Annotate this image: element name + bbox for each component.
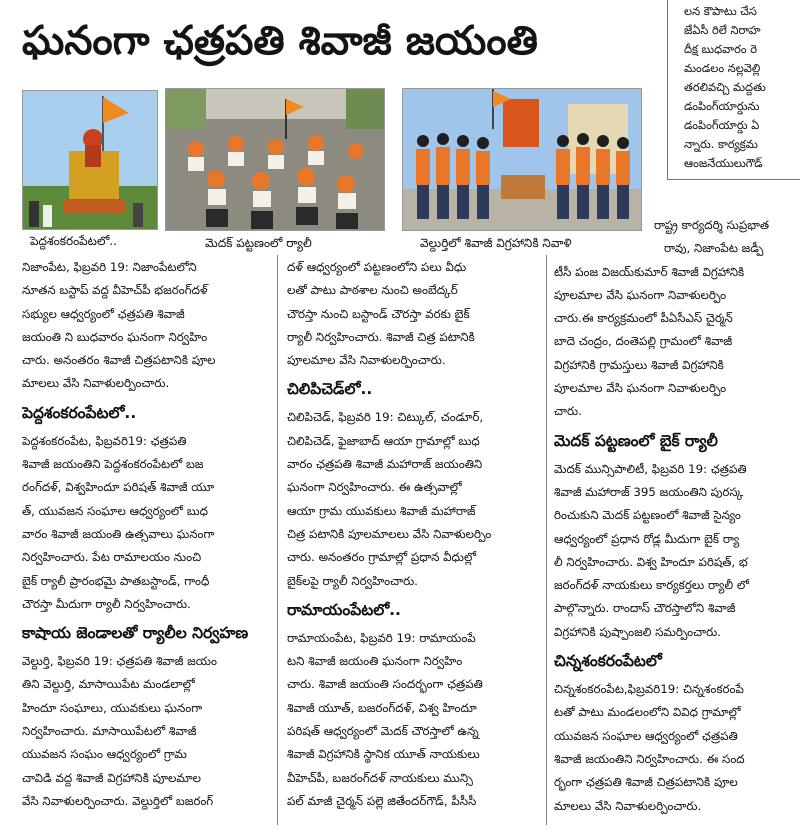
sidebar-line: డంపింగ్‌యార్డు ఏ: [684, 118, 760, 132]
paragraph-medak-continued: [287, 256, 539, 372]
text-line: రంగ్‌దళ్, విశ్వహిందూ పరిషత్ శివాజీ యూ: [22, 480, 215, 495]
text-line: చారు.: [554, 404, 582, 419]
paragraph-chinnashankarampet: [554, 678, 796, 818]
sidebar-article: [667, 0, 800, 180]
sidebar-line: తరలివచ్చి మద్దతు: [684, 80, 766, 94]
text-line: చారు. అనంతరం గ్రామాల్లో ప్రధాన వీధుల్లో: [287, 550, 477, 565]
text-line: పూలమాల వేసి ఘనంగా నివాళులర్పిం: [554, 287, 727, 302]
text-line: జయంతి ని బుధవారం ఘనంగా నిర్వహిం: [22, 329, 208, 344]
text-line: టీసీ పంజ విజయ్‌కుమార్ శివాజీ విగ్రహానికి: [554, 264, 745, 279]
paragraph-ramayampet: [287, 627, 539, 813]
column-1: [22, 256, 272, 835]
text-line: చిలిపిచెడ్, ఫైజాబాద్ ఆయా గ్రామాల్లో బుధ: [287, 433, 480, 448]
text-line: వెల్దుర్తి, ఫిబ్రవరి 19: ఛత్రపతి శివాజీ జయం: [22, 654, 217, 669]
paragraph-nizampet-continued: [554, 214, 796, 424]
text-line: శివాజీ యూత్, బజరంగ్‌దళ్, విశ్వ హిందూ: [287, 700, 477, 715]
text-line: రామాయంపేట, ఫిబ్రవరి 19: రామాయంపే: [287, 630, 476, 645]
text-line: యువజన సంఘం ఆధ్వర్యంలో గ్రామ: [22, 747, 187, 762]
text-line: పాల్గొన్నారు. రాందాస్ చౌరస్తాలోని శివాజీ: [554, 601, 736, 616]
text-line: పెద్దశంకరంపేట, ఫిబ్రవరి19: ఛత్రపతి: [22, 433, 187, 448]
text-line: రావు, నిజాంపేట జడ్పీ: [664, 241, 764, 256]
paragraph-veldurthi: [22, 650, 272, 813]
sidebar-line: జేఏసీ రిలే నిరాహ: [684, 23, 761, 37]
text-line: చావిడి వద్ద శివాజీ విగ్రహానికి పూలమాల: [22, 770, 202, 785]
text-line: వారం శివాజీ జయంతి ఉత్సవాలు ఘనంగా: [22, 526, 215, 541]
sidebar-line: దీక్ష బుధవారం రె: [684, 42, 757, 56]
text-line: శివాజీ జయంతిని నిర్వహించారు. ఈ సంద: [554, 751, 745, 766]
text-line: శివాజీ మహారాజ్ 395 జయంతిని పురస్క: [554, 484, 744, 499]
column-2: [287, 256, 539, 835]
text-line: తిని వెల్దుర్తి, మాసాయిపేట మండలాల్లో: [22, 677, 195, 692]
sidebar-line: డంపింగ్‌యార్డును: [684, 99, 760, 113]
text-line: విగ్రహానికి పుష్పాంజలి సమర్పించారు.: [554, 624, 721, 639]
paragraph-chilipiched: [287, 406, 539, 592]
text-line: నిర్వహించారు. పేట రామాలయం నుంచి: [22, 550, 202, 565]
subheading: మెదక్ పట్టణంలో బైక్ ర్యాలీ: [554, 431, 718, 450]
text-line: పరిషత్ ఆధ్వర్యంలో మెదక్ చౌరస్తాలో ఉన్న: [287, 724, 479, 739]
photo-tribute-statue: [402, 88, 642, 231]
text-line: మాలలు వేసి నివాళులర్పించారు.: [554, 798, 702, 813]
text-line: వారం ఛత్రపతి శివాజీ మహారాజ్ జయంతిని: [287, 457, 483, 472]
text-line: నూతన బస్టాప్ వద్ద వీహెచ్‌పీ భజరంగ్‌దళ్: [22, 283, 208, 298]
text-line: ఆధ్వర్యంలో ప్రధాన రోడ్ల మీదుగా బైక్ ర్యా: [554, 531, 740, 546]
headline: ఘనంగా ఛత్రపతి శివాజీ జయంతి: [22, 17, 538, 64]
paragraph-medak-bike-rally: [554, 458, 796, 644]
photo-bike-rally: [165, 88, 385, 231]
text-line: త్, యువజన సంఘాల ఆధ్వర్యంలో బుధ: [22, 503, 208, 518]
text-line: యువజన సంఘాల ఆధ్వర్యంలో ఛత్రపతి: [554, 728, 738, 743]
text-line: వీహెచ్‌పీ, బజరంగ్‌దళ్ నాయకులు మున్సి: [287, 770, 473, 785]
text-line: బాదె చంద్రం, దంతెపల్లి గ్రామంలో శివాజీ: [554, 334, 733, 349]
text-line: పల్ మాజీ చైర్మన్ పల్లె జితేందర్‌గౌడ్, పీసీసీ: [287, 793, 477, 808]
photo-caption: మెదక్ పట్టణంలో ర్యాలీ: [205, 236, 312, 250]
text-line: సభ్యుల ఆధ్వర్యంలో ఛత్రపతి శివాజీ: [22, 306, 185, 321]
text-line: పూలమాల వేసి నివాళులర్పించారు.: [287, 353, 446, 368]
text-line: చౌరస్తా మీదుగా ర్యాలీ నిర్వహించారు.: [22, 596, 191, 611]
column-rule: [546, 255, 547, 825]
text-line: చారు. అనంతరం శివాజీ చిత్రపటానికి పూల: [22, 353, 216, 368]
subheading: పెద్దశంకరంపేటలో..: [22, 403, 137, 422]
text-line: టని శివాజీ జయంతి ఘనంగా నిర్వహిం: [287, 654, 463, 669]
text-line: బైక్ ర్యాలీ ప్రారంభమై పాతబస్టాండ్, గాంధీ: [22, 573, 210, 588]
text-line: మెదక్ మున్సిపాలిటీ, ఫిబ్రవరి 19: ఛత్రపతి: [554, 461, 747, 476]
sidebar-line: న్నారు. కార్యక్రమ: [684, 137, 758, 151]
text-line: చిత్ర పటానికి పూలమాలలు వేసి నివాళులర్పిం: [287, 526, 492, 541]
text-line: చౌరస్తా నుంచి బస్టాండ్ చౌరస్తా వరకు బైక్: [287, 306, 470, 321]
text-line: లీ నిర్వహించారు. విశ్వ హిందూ పరిషత్, భ: [554, 554, 748, 569]
text-line: విగ్రహానికి గ్రామస్తులు శివాజీ విగ్రహానికి: [554, 357, 724, 372]
text-line: నిర్వహించారు. మాసాయిపేటలో శివాజీ: [22, 724, 197, 739]
subheading: చిలిపిచెడ్‌లో..: [287, 380, 373, 399]
text-line: చిలిపిచెడ్, ఫిబ్రవరి 19: చిట్కుల్, చండూర్,: [287, 410, 484, 425]
photo-caption: వెల్దుర్తిలో శివాజీ విగ్రహానికి నివాళి: [420, 236, 572, 250]
photo-caption: పెద్దశంకరంపేటలో..: [30, 234, 117, 248]
text-line: లతో పాటు పాఠశాల నుంచి అంబేద్కర్: [287, 283, 458, 298]
text-line: శివాజీ విగ్రహానికి స్థానిక యూత్ నాయకులు: [287, 747, 480, 762]
text-line: వేసి నివాళులర్పించారు. వెల్దుర్తిలో బజరంగ్: [22, 793, 214, 808]
text-line: టతో పాటు మండలంలోని వివిధ గ్రామాల్లో: [554, 705, 741, 720]
sidebar-line: మండలం నల్లవెల్లి: [684, 61, 761, 75]
text-line: రించుకుని మెదక్ పట్టణంలో శివాజీ సైన్యం: [554, 508, 741, 523]
text-line: చారు.ఈ కార్యక్రమంలో పీఏసీఎస్ చైర్మన్: [554, 311, 733, 326]
sidebar-line: ఆంజనేయులుగౌడ్: [684, 156, 763, 170]
text-line: మాలలు వేసి నివాళులర్పించారు.: [22, 376, 170, 391]
subheading: కాషాయ జెండాలతో ర్యాలీల నిర్వహణ: [22, 624, 249, 643]
text-line: బైక్‌లపై ర్యాలీ నిర్వహించారు.: [287, 573, 418, 588]
text-line: హిందూ సంఘాలు, యువకులు ఘనంగా: [22, 700, 203, 715]
text-line: ర్యాలీ నిర్వహించారు. శివాజీ చిత్ర పటానికి: [287, 329, 475, 344]
text-line: ర్భంగా ఛత్రపతి శివాజీ చిత్రపటానికి పూల: [554, 775, 738, 790]
text-line: రాష్ట్ర కార్యదర్శి సుప్రభాత: [654, 218, 770, 232]
subheading: చిన్నశంకరంపేటలో: [554, 652, 662, 671]
sidebar-line: లన కౌపాటు చేస: [684, 4, 757, 18]
column-rule: [277, 255, 278, 825]
text-line: శివాజీ జయంతిని పెద్దశంకరంపేటలో బజ: [22, 457, 204, 472]
subheading: రామాయంపేటలో..: [287, 600, 401, 619]
paragraph-peddashankarampet: [22, 430, 272, 616]
text-line: జరంగ్‌దళ్ నాయకులు కార్యకర్తలు ర్యాలీ లో: [554, 578, 749, 593]
text-line: నిజాంపేట, ఫిబ్రవరి 19: నిజాంపేటలోని: [22, 260, 197, 274]
paragraph-nizampet: [22, 256, 272, 396]
text-line: చిన్నశంకరంపేట,ఫిబ్రవరి19: చిన్నశంకరంపే: [554, 682, 744, 697]
text-line: చారు. శివాజీ జయంతి సందర్భంగా ఛత్రపతి: [287, 677, 483, 692]
photo-statue-chariot: [22, 90, 158, 230]
text-line: ఆయా గ్రామ యువకులు శివాజీ మహారాజ్: [287, 503, 476, 518]
text-line: దళ్ ఆధ్వర్యంలో పట్టణంలోని పలు వీధు: [287, 260, 467, 274]
text-line: పూలమాల వేసి ఘనంగా నివాళులర్పిం: [554, 381, 727, 396]
text-line: ఘనంగా నిర్వహించారు. ఈ ఉత్సవాల్లో: [287, 480, 462, 495]
column-3: [554, 214, 796, 835]
